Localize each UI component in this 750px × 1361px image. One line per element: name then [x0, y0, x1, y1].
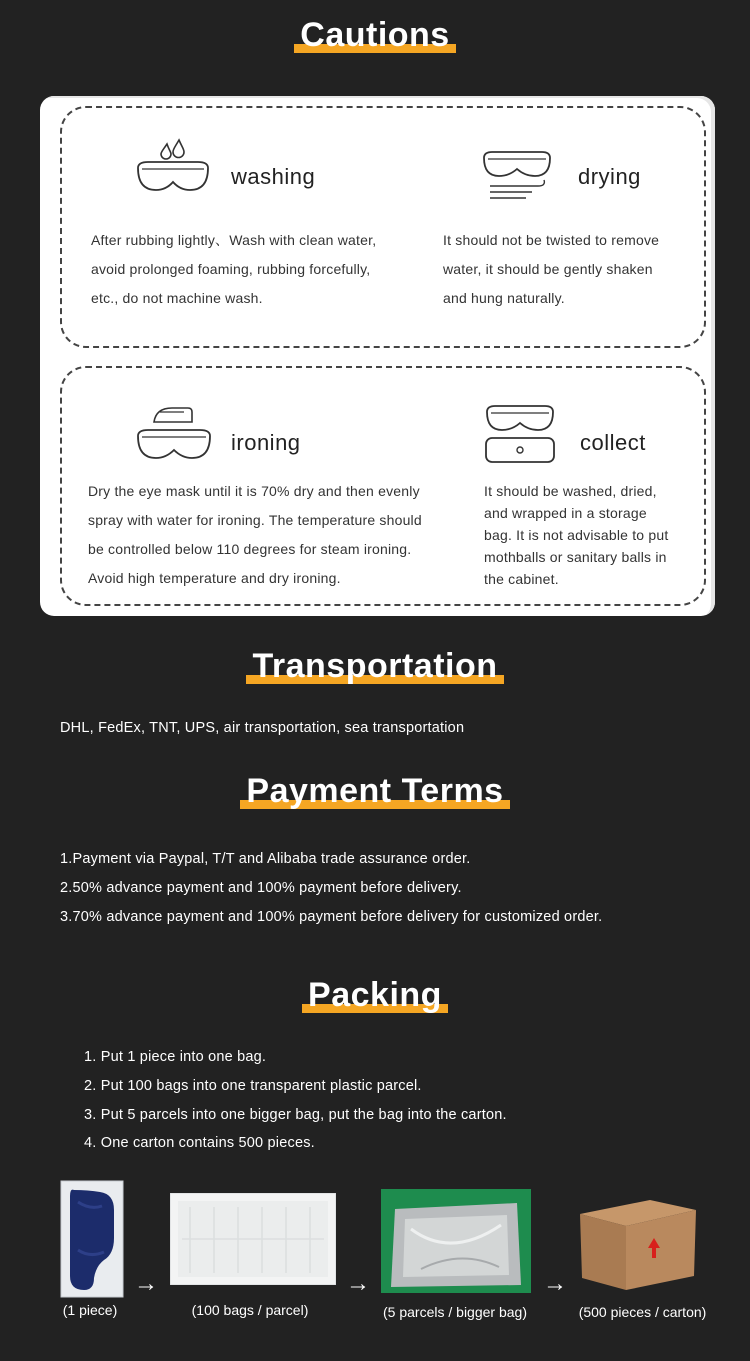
ironing-title: ironing — [231, 430, 301, 455]
transportation-text: DHL, FedEx, TNT, UPS, air transportation, sea transportation — [60, 720, 465, 736]
washing-title: washing — [231, 164, 316, 189]
transportation-heading: Transportation — [0, 647, 750, 686]
packing-caption: (5 parcels / bigger bag) — [383, 1304, 527, 1320]
arrow-icon: → — [543, 1270, 567, 1297]
packing-item: 1. Put 1 piece into one bag. — [84, 1049, 267, 1065]
carton-photo — [576, 1192, 700, 1296]
arrow-icon: → — [346, 1270, 370, 1297]
packing-item: 3. Put 5 parcels into one bigger bag, put the bag into the carton. — [84, 1107, 507, 1123]
single-mask-bag-photo — [60, 1180, 124, 1298]
packing-item: 2. Put 100 bags into one transparent plastic parcel. — [84, 1078, 422, 1094]
washing-icon — [134, 136, 212, 196]
iron-icon — [134, 402, 214, 464]
packing-caption: (100 bags / parcel) — [191, 1302, 309, 1318]
payment-item: 2.50% advance payment and 100% payment before delivery. — [60, 880, 462, 896]
payment-heading: Payment Terms — [0, 772, 750, 811]
cautions-heading: Cautions — [0, 16, 750, 55]
collect-text: It should be washed, dried, and wrapped in a storage bag. It is not advisable to put mothballs or sanitary balls in the cabinet. — [484, 483, 669, 587]
drying-title: drying — [578, 164, 641, 189]
packing-caption: (500 pieces / carton) — [578, 1304, 707, 1320]
storage-box-icon — [483, 402, 559, 466]
ironing-text: Dry the eye mask until it is 70% dry and then evenly spray with water for ironing. The temperature should be controlled below 110 degrees for steam ironing. Avoid high temperature and dry ironing. — [88, 483, 422, 586]
washing-text: After rubbing lightly、Wash with clean water, avoid prolonged foaming, rubbing forcefully, etc., do not machine wash. — [91, 232, 377, 306]
payment-item: 1.Payment via Paypal, T/T and Alibaba trade assurance order. — [60, 851, 471, 867]
parcel-photo — [170, 1193, 336, 1285]
packing-caption: (1 piece) — [62, 1302, 118, 1318]
arrow-icon: → — [134, 1270, 158, 1297]
drying-icon — [480, 148, 554, 202]
packing-heading: Packing — [0, 976, 750, 1015]
cautions-card — [40, 96, 715, 616]
payment-item: 3.70% advance payment and 100% payment before delivery for customized order. — [60, 909, 603, 925]
bigger-bag-photo — [381, 1189, 531, 1293]
drying-text: It should not be twisted to remove water, it should be gently shaken and hung naturally. — [443, 232, 660, 306]
collect-title: collect — [580, 430, 646, 455]
packing-item: 4. One carton contains 500 pieces. — [84, 1135, 315, 1151]
